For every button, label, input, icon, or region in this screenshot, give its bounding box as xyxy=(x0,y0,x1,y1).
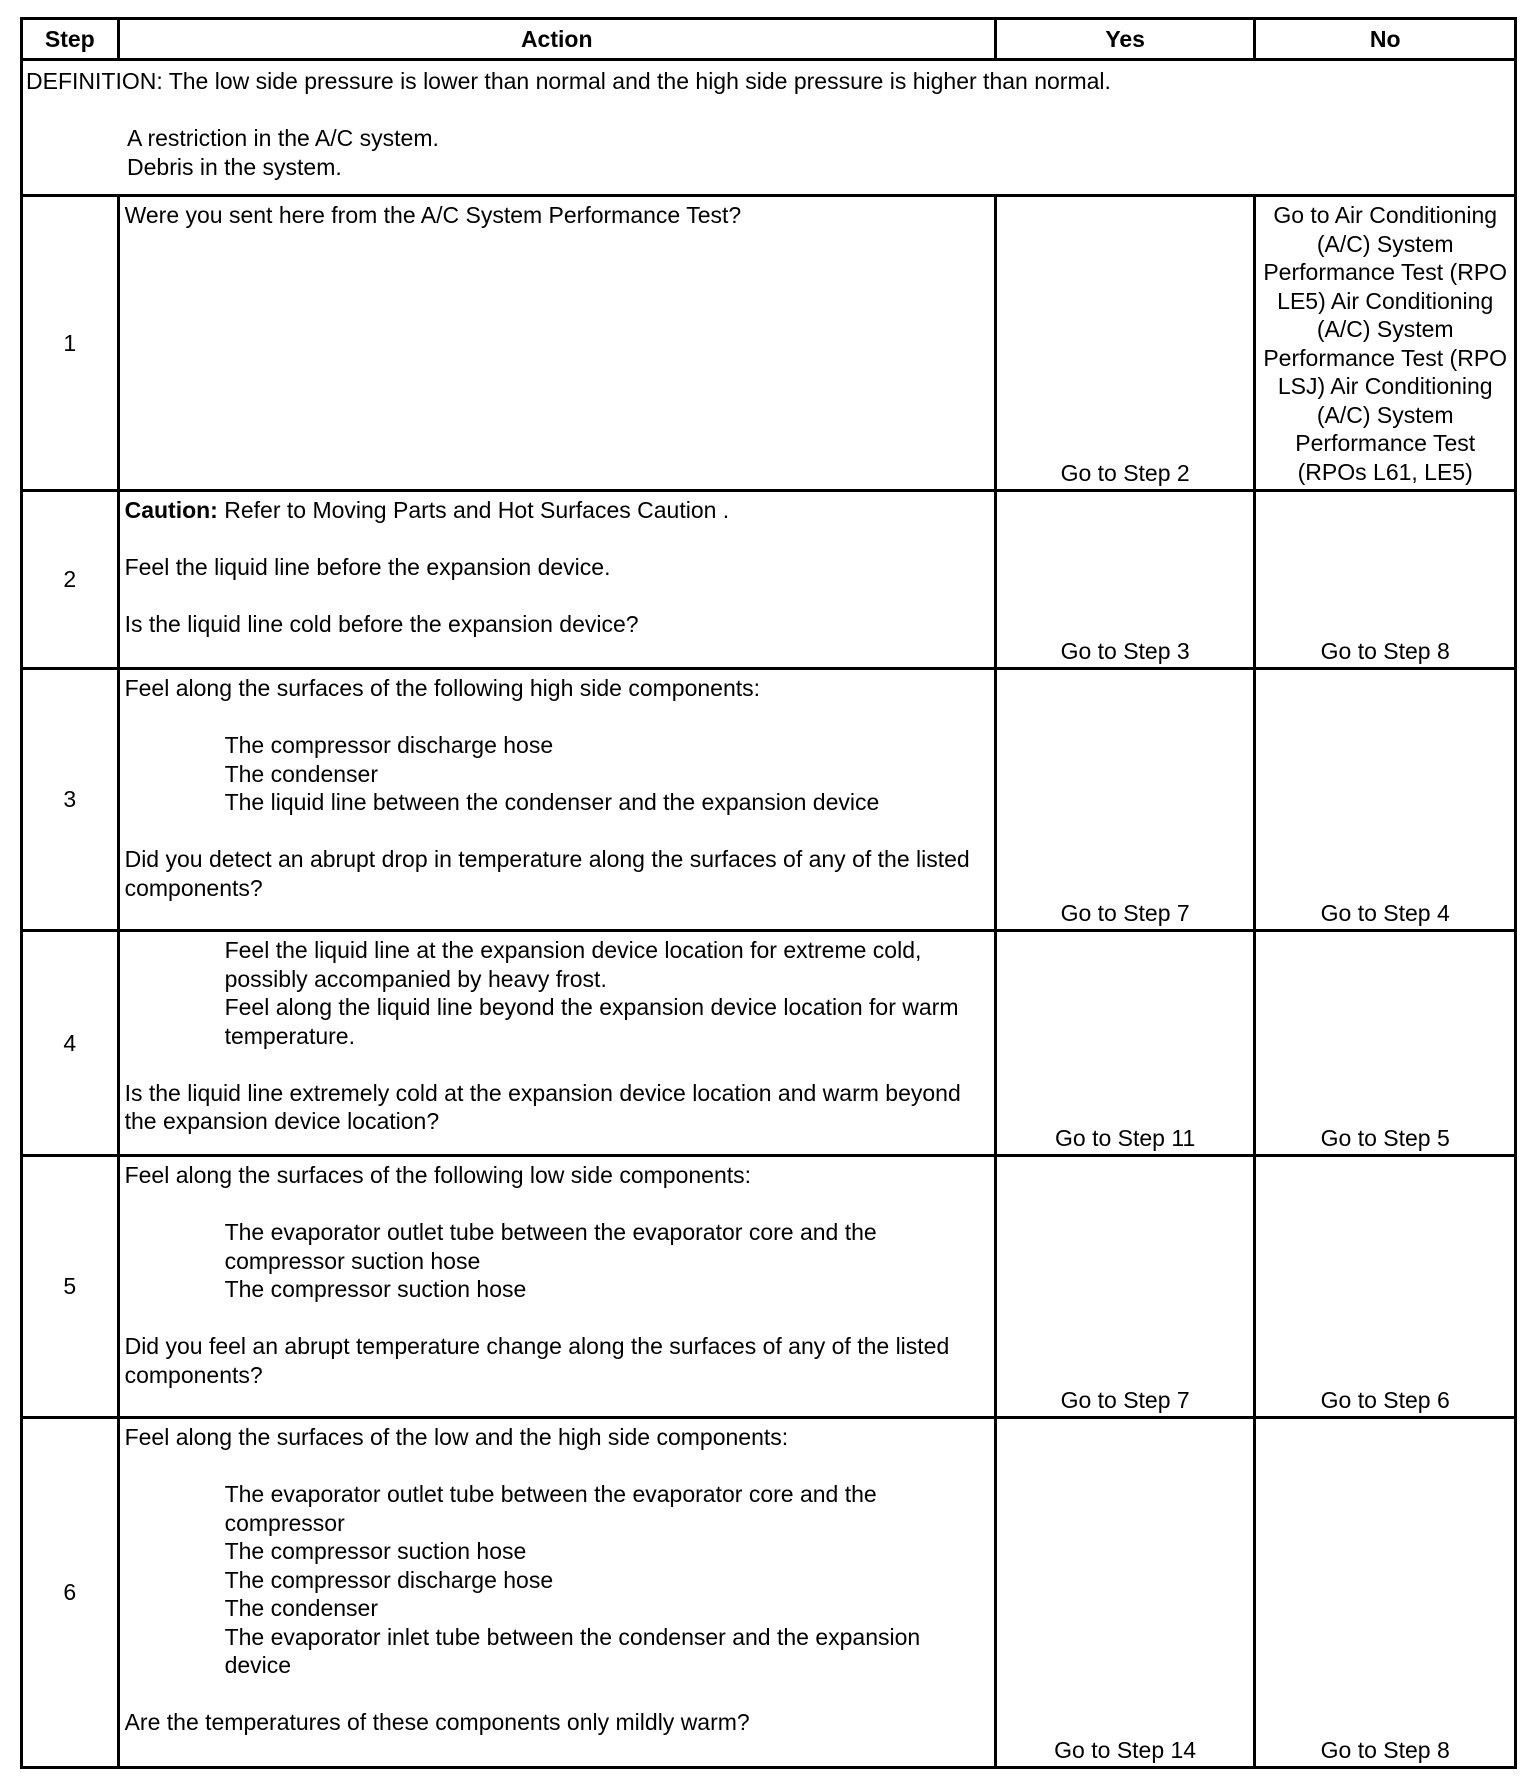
action-cell xyxy=(118,1156,995,1418)
component-item: The compressor suction hose xyxy=(224,1538,527,1564)
definition-text: DEFINITION: The low side pressure is lower than normal and the high side pressure is higher than normal. xyxy=(26,68,1111,94)
table-row xyxy=(22,1418,1516,1768)
yes-cell: Go to Step 11 xyxy=(995,931,1255,1156)
table-row xyxy=(22,669,1516,931)
component-item: The compressor suction hose xyxy=(224,1276,527,1302)
yes-cell: Go to Step 14 xyxy=(995,1418,1255,1768)
diagnostic-table-document xyxy=(20,17,1517,1769)
step-number: 5 xyxy=(22,1156,119,1418)
no-cell: Go to Step 8 xyxy=(1255,1418,1516,1768)
action-cell xyxy=(118,1418,995,1768)
component-item: The evaporator outlet tube between the evaporator core and the compressor xyxy=(224,1481,877,1536)
table-row xyxy=(22,491,1516,669)
header-action: Action xyxy=(118,19,995,60)
header-row xyxy=(22,19,1516,60)
component-item: The evaporator outlet tube between the evaporator core and the compressor suction hose xyxy=(224,1219,877,1274)
action-question: Did you detect an abrupt drop in temperature along the surfaces of any of the listed components? xyxy=(124,846,970,901)
yes-cell: Go to Step 7 xyxy=(995,1156,1255,1418)
step-number: 2 xyxy=(22,491,119,669)
diagnostic-table xyxy=(20,17,1517,1769)
header-step: Step xyxy=(22,19,119,60)
yes-cell: Go to Step 3 xyxy=(995,491,1255,669)
component-item: The condenser xyxy=(224,760,379,787)
action-intro: Feel along the surfaces of the following low side components: xyxy=(124,1162,752,1188)
component-item: The condenser xyxy=(224,1595,379,1621)
header-no: No xyxy=(1255,19,1516,60)
step-number: 1 xyxy=(22,196,119,491)
table-row xyxy=(22,196,1516,491)
action-cell xyxy=(118,196,995,491)
step-number: 3 xyxy=(22,669,119,931)
header-yes: Yes xyxy=(995,19,1255,60)
action-question: Are the temperatures of these components only mildly warm? xyxy=(124,1709,750,1735)
no-cell: Go to Step 4 xyxy=(1255,669,1516,931)
component-item: The liquid line between the condenser and the expansion device xyxy=(224,789,880,815)
component-item: The compressor discharge hose xyxy=(224,1566,554,1593)
component-item: Feel along the liquid line beyond the expansion device location for warm temperature. xyxy=(224,994,959,1049)
caution-text: Refer to Moving Parts and Hot Surfaces Caution . xyxy=(217,497,730,523)
no-cell: Go to Air Conditioning (A/C) System Performance Test (RPO LE5) Air Conditioning (A/C) System Performance Test (RPO LSJ) Air Conditioning (A/C) System Performance Test (RPOs L61, LE5) xyxy=(1255,196,1516,491)
yes-cell: Go to Step 2 xyxy=(995,196,1255,491)
no-cell: Go to Step 5 xyxy=(1255,931,1516,1156)
table-row xyxy=(22,1156,1516,1418)
caution-label: Caution: xyxy=(124,497,218,523)
action-instruction: Feel the liquid line before the expansion device. xyxy=(124,554,611,580)
definition-cell xyxy=(22,60,1516,196)
step-number: 4 xyxy=(22,931,119,1156)
action-cell xyxy=(118,669,995,931)
yes-cell: Go to Step 7 xyxy=(995,669,1255,931)
action-cell xyxy=(118,931,995,1156)
action-question: Were you sent here from the A/C System Performance Test? xyxy=(124,202,742,228)
action-question: Did you feel an abrupt temperature change along the surfaces of any of the listed components? xyxy=(124,1333,950,1388)
definition-cause: Debris in the system. xyxy=(127,153,342,180)
definition-row xyxy=(22,60,1516,196)
action-question: Is the liquid line extremely cold at the expansion device location and warm beyond the expansion device location? xyxy=(124,1079,961,1134)
step-number: 6 xyxy=(22,1418,119,1768)
action-intro: Feel along the surfaces of the following high side components: xyxy=(124,675,761,701)
action-cell xyxy=(118,491,995,669)
action-intro: Feel along the surfaces of the low and the high side components: xyxy=(124,1424,789,1450)
component-item: Feel the liquid line at the expansion device location for extreme cold, possibly accompanied by heavy frost. xyxy=(224,937,922,992)
caution-note xyxy=(125,496,990,525)
no-cell: Go to Step 6 xyxy=(1255,1156,1516,1418)
table-row xyxy=(22,931,1516,1156)
component-item: The compressor discharge hose xyxy=(224,732,554,758)
no-cell: Go to Step 8 xyxy=(1255,491,1516,669)
action-question: Is the liquid line cold before the expansion device? xyxy=(124,611,639,637)
component-item: The evaporator inlet tube between the condenser and the expansion device xyxy=(224,1623,921,1678)
definition-cause: A restriction in the A/C system. xyxy=(127,125,439,151)
